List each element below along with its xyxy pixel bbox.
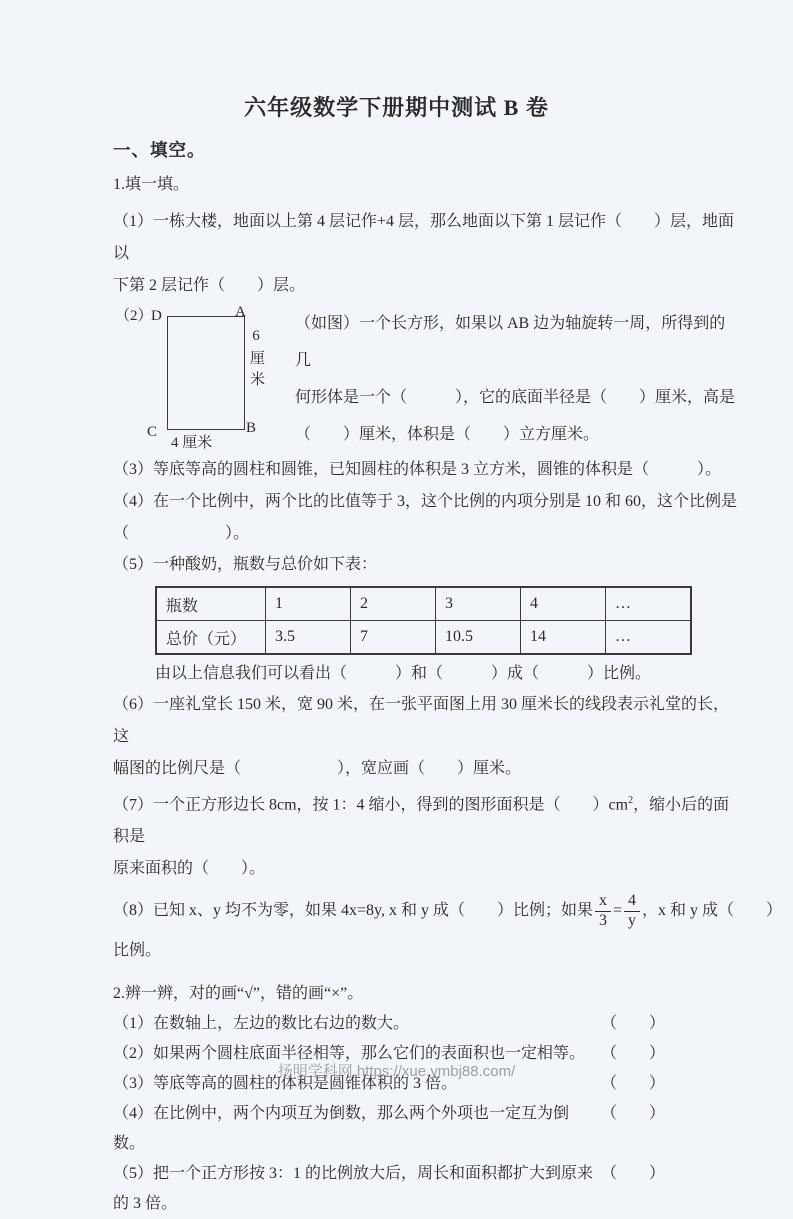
question-6 [113, 689, 738, 785]
question-6-line1: （6）一座礼堂长 150 米，宽 90 米，在一张平面图上用 30 厘米长的线段表示礼堂的长，这 [113, 696, 730, 745]
question-8-continuation [113, 935, 738, 967]
question-8 [113, 887, 783, 935]
section-fill-heading: 一、填空。 [113, 140, 206, 160]
question-2-line3: （ ）厘米，体积是（ ）立方厘米。 [295, 426, 600, 443]
judge-answer-blank: （ ） [600, 1015, 665, 1033]
question-2-label: （2） [115, 308, 153, 324]
table-row [156, 587, 691, 621]
question-8-post: ，x 和 y 成（ ） [642, 902, 783, 920]
judge-item-text: （4）在比例中，两个内项互为倒数，那么两个外项也一定互为倒数。 [113, 1105, 570, 1153]
question-4 [113, 486, 738, 550]
question-2-text [295, 304, 738, 454]
corner-label-c: C [147, 424, 158, 440]
question-7 [113, 785, 738, 885]
corner-label-d: D [151, 308, 162, 324]
question-2-line2: 何形体是一个（ ），它的底面半径是（ ）厘米，高是 [295, 389, 736, 406]
judge-answer-blank: （ ） [600, 1105, 665, 1123]
document-content [113, 139, 783, 1219]
question-1-line1: （1）一栋大楼，地面以上第 4 层记作+4 层，那么地面以下第 1 层记作（ ）层，地面以 [113, 213, 735, 262]
question-7-line1-pre: （7）一个正方形边长 8cm，按 1：4 缩小，得到的图形面积是（ ）cm [113, 796, 629, 814]
table-row [156, 621, 691, 655]
section-judge-heading: 2.辨一辨，对的画“√”，错的画“×”。 [113, 985, 364, 1003]
judge-item-text: （5）把一个正方形按 3：1 的比例放大后，周长和面积都扩大到原来的 3 倍。 [113, 1165, 594, 1213]
question-8-pre: （8）已知 x、y 均不为零，如果 4x=8y, x 和 y 成（ ）比例；如果 [113, 902, 593, 920]
question-1 [113, 206, 738, 302]
judge-item-text: （3）等底等高的圆柱的体积是圆锥体积的 3 倍。 [113, 1075, 458, 1093]
fraction-denominator: y [628, 912, 637, 930]
judge-item-text: （2）如果两个圆柱底面半径相等，那么它们的表面积也一定相等。 [113, 1045, 586, 1063]
question-6-line2: 幅图的比例尺是（ ），宽应画（ ）厘米。 [113, 760, 522, 777]
section-fill-subheading: 1.填一填。 [113, 176, 190, 193]
question-2 [113, 304, 738, 454]
table-cell: … [606, 621, 692, 655]
table-cell: 1 [266, 587, 351, 621]
judge-answer-blank: （ ） [600, 1075, 665, 1093]
question-7-line1-post: ，缩小后的面积是 [113, 796, 730, 846]
table-cell: 10.5 [436, 621, 521, 655]
question-8-line2: 比例。 [113, 942, 162, 960]
judge-item [113, 1159, 738, 1219]
question-7-line1 [113, 785, 738, 853]
question-4-line1: （4）在一个比例中，两个比的比值等于 3，这个比例的内项分别是 10 和 60，这个比例是 [113, 493, 738, 510]
table-cell: 2 [351, 587, 436, 621]
judge-item-text: （1）在数轴上，左边的数比右边的数大。 [113, 1015, 410, 1033]
question-5 [113, 550, 738, 580]
side-label-height: 6厘米 [248, 328, 264, 392]
price-table [155, 586, 692, 655]
table-cell: 瓶数 [156, 587, 266, 621]
judge-answer-blank: （ ） [600, 1045, 665, 1063]
question-2-line1: （如图）一个长方形，如果以 AB 边为轴旋转一周，所得到的几 [295, 315, 726, 369]
fraction-denominator: 3 [599, 912, 607, 930]
corner-label-a: A [235, 304, 246, 320]
rectangle-figure [113, 304, 273, 454]
table-cell: 14 [521, 621, 606, 655]
watermark-footer: 扬明学科网 https://xue.ymbj88.com/ [277, 1063, 516, 1080]
question-5-intro: （5）一种酸奶，瓶数与总价如下表： [113, 556, 378, 573]
equals-sign: = [613, 902, 623, 920]
question-7-line2: 原来面积的（ ）。 [113, 860, 266, 878]
side-label-width: 4 厘米 [171, 435, 213, 451]
fraction-4-over-y [624, 893, 640, 930]
question-3 [113, 454, 738, 486]
judge-answer-blank: （ ） [600, 1165, 665, 1183]
table-cell: 7 [351, 621, 436, 655]
judge-item [113, 1099, 738, 1159]
fraction-numerator: 4 [624, 893, 640, 912]
fraction-numerator: x [595, 893, 611, 912]
judge-item [113, 1009, 738, 1039]
squared-superscript: 2 [628, 795, 634, 806]
table-cell: 总价（元） [156, 621, 266, 655]
question-4-line2: （ ）。 [113, 525, 250, 542]
page-title: 六年级数学下册期中测试 B 卷 [244, 95, 549, 120]
question-3-line1: （3）等底等高的圆柱和圆锥，已知圆柱的体积是 3 立方米，圆锥的体积是（ ）。 [113, 461, 722, 478]
table-cell: 3 [436, 587, 521, 621]
table-cell: … [606, 587, 692, 621]
question-5-conclusion: 由以上信息我们可以看出（ ）和（ ）成（ ）比例。 [155, 665, 652, 682]
rectangle-shape [167, 316, 245, 430]
question-1-line2: 下第 2 层记作（ ）层。 [113, 277, 306, 294]
table-cell: 4 [521, 587, 606, 621]
fraction-x-over-3 [595, 893, 611, 930]
corner-label-b: B [246, 420, 257, 436]
table-cell: 3.5 [266, 621, 351, 655]
